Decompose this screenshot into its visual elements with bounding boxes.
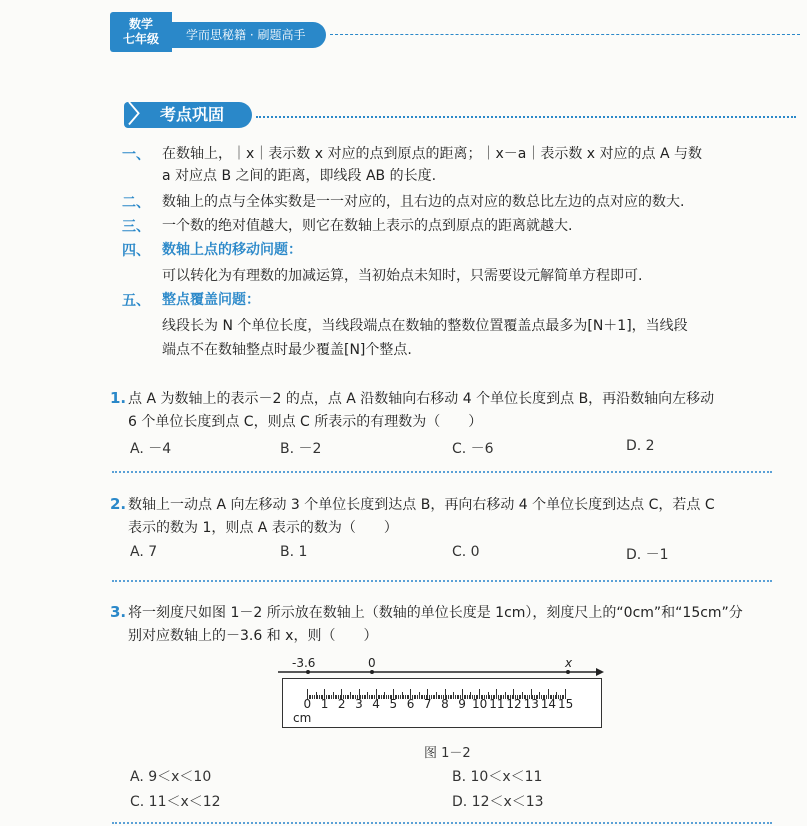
chevron-right-icon: 〉 [128,100,152,128]
point-1-line-1: 在数轴上，｜x｜表示数 x 对应的点到原点的距离；｜x－a｜表示数 x 对应的点 A 与数 [162,146,702,162]
point-minus-3-6 [306,670,310,674]
ruler-number: 12 [506,697,522,711]
ruler-number: 11 [489,697,505,711]
q2-option-a[interactable]: A. 7 [130,544,158,560]
point-4-title: 数轴上点的移动问题： [162,242,302,258]
point-5-num: 五、 [122,293,150,309]
ruler-number: 0 [303,697,312,711]
point-1-line-2: a 对应点 B 之间的距离，即线段 AB 的长度. [162,168,437,184]
q3-option-b[interactable]: B. 10＜x＜11 [452,769,543,785]
figure-caption: 图 1－2 [424,746,471,761]
q3-option-a[interactable]: A. 9＜x＜10 [130,769,212,785]
ruler-number: 5 [389,697,398,711]
point-x [566,670,570,674]
q3-divider [112,822,772,824]
series-title: 学而思秘籍 · 刷题高手 [172,22,326,48]
ruler-number: 1 [320,697,329,711]
q1-option-b[interactable]: B. －2 [280,441,322,457]
q2-option-c[interactable]: C. 0 [452,544,480,560]
point-5-line-1: 线段长为 N 个单位长度，当线段端点在数轴的整数位置覆盖点最多为[N＋1]，当线段 [162,318,688,334]
ruler-number: 10 [472,697,488,711]
ruler-number: 8 [441,697,449,711]
ruler-number: 6 [406,697,415,711]
q1-option-a[interactable]: A. －4 [130,441,172,457]
q3-number: 3. [110,603,127,621]
q1-option-d[interactable]: D. 2 [626,438,655,454]
ruler-number: 3 [355,697,363,711]
q3-option-c[interactable]: C. 11＜x＜12 [130,794,221,810]
ruler-numbers [283,697,601,713]
q1-divider [112,471,772,473]
header-divider [330,34,800,35]
ruler-number: 9 [458,697,466,711]
subject-label: 数学 [128,17,153,31]
q2-number: 2. [110,495,127,513]
ruler-number: 2 [337,697,346,711]
ruler-number: 13 [523,697,539,711]
point-zero [370,670,374,674]
point-4-line-1: 可以转化为有理数的加减运算，当初始点未知时，只需要设元解简单方程即可. [162,268,643,284]
grade-label: 七年级 [122,32,159,46]
point-5-line-2: 端点不在数轴整点时最少覆盖[N]个整点. [162,342,412,358]
ruler-number: 4 [372,697,380,711]
q3-option-d[interactable]: D. 12＜x＜13 [452,794,544,810]
section-divider [256,116,796,118]
ruler-ticks [283,679,601,699]
point-3-num: 三、 [122,219,150,235]
q1-line-2: 6 个单位长度到点 C，则点 C 所表示的有理数为（ ） [128,414,483,430]
q1-line-1: 点 A 为数轴上的表示－2 的点，点 A 沿数轴向右移动 4 个单位长度到点 B，再沿数轴向左移动 [128,391,715,407]
q3-line-1: 将一刻度尺如图 1－2 所示放在数轴上（数轴的单位长度是 1cm），刻度尺上的“0cm”和“15cm”分 [128,605,743,621]
axis-label-minus-3-6: -3.6 [292,656,316,670]
q2-divider [112,580,772,582]
section-title: 考点巩固 [124,102,252,128]
q1-option-c[interactable]: C. －6 [452,441,494,457]
q2-option-d[interactable]: D. －1 [626,547,669,563]
ruler-number: 15 [558,697,574,711]
ruler-number: 14 [540,697,557,711]
q2-option-b[interactable]: B. 1 [280,544,308,560]
q2-line-1: 数轴上一动点 A 向左移动 3 个单位长度到达点 B，再向右移动 4 个单位长度到达点 C，若点 C [128,497,715,513]
ruler-number: 7 [423,697,432,711]
point-2-line-1: 数轴上的点与全体实数是一一对应的，且右边的点对应的数总比左边的点对应的数大. [162,194,685,210]
ruler-unit: cm [293,711,312,725]
point-3-line-1: 一个数的绝对值越大，则它在数轴上表示的点到原点的距离就越大. [162,218,573,234]
point-1-num: 一、 [122,147,150,163]
ruler [282,678,602,728]
q1-number: 1. [110,389,127,407]
axis-label-x: x [565,656,573,670]
point-5-title: 整点覆盖问题： [162,292,260,308]
q2-line-2: 表示的数为 1，则点 A 表示的数为（ ） [128,520,398,536]
axis-label-zero: 0 [368,656,376,670]
point-2-num: 二、 [122,195,150,211]
subject-badge [110,12,172,52]
point-4-num: 四、 [122,243,150,259]
q3-line-2: 别对应数轴上的－3.6 和 x，则（ ） [128,628,378,644]
